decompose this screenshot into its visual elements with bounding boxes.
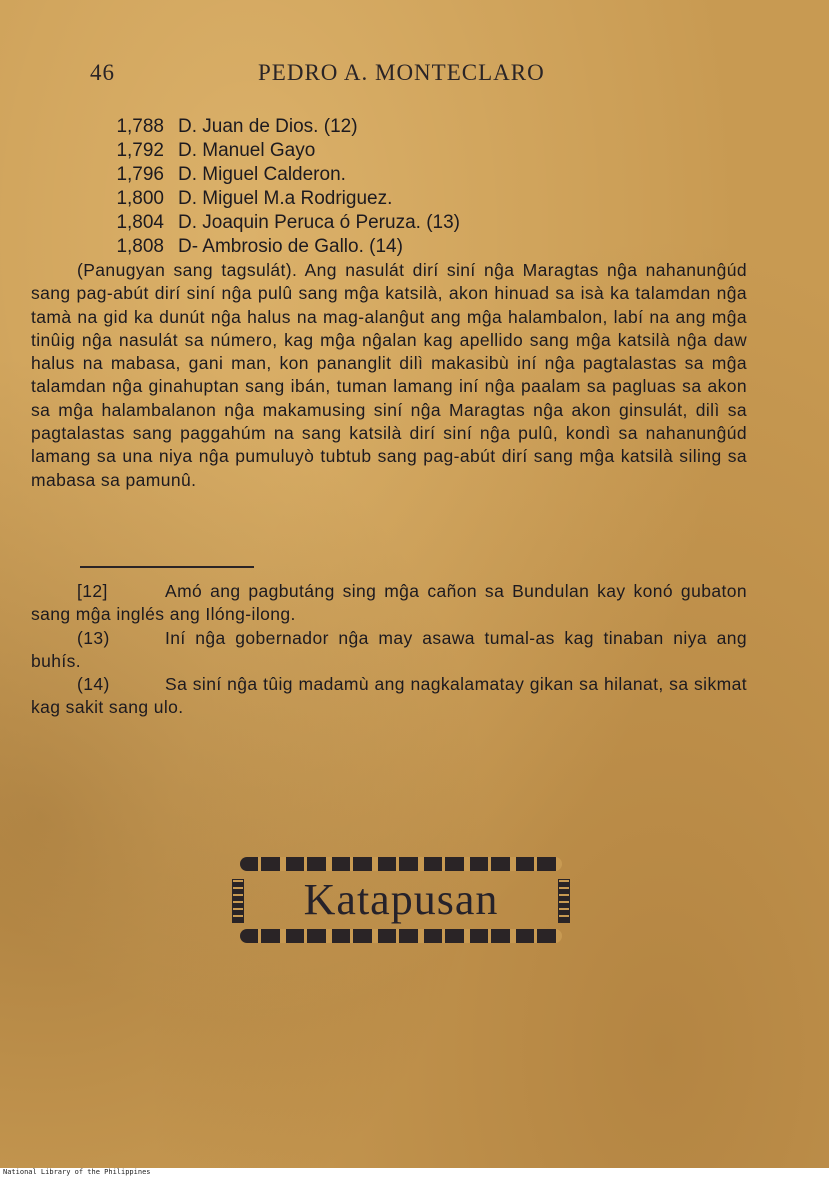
- entry-year: 1,796: [116, 164, 164, 185]
- list-item: [100, 212, 620, 236]
- footnote-12: [31, 580, 747, 627]
- running-head-title: PEDRO A. MONTECLARO: [258, 60, 545, 85]
- footnote-text: Iní nĝa gobernador nĝa may asawa tumal-as kag tinaban niya ang buhís.: [31, 627, 747, 671]
- entry-year: 1,804: [116, 212, 164, 233]
- list-item: [100, 188, 620, 212]
- footnote-13: [31, 627, 747, 674]
- footnotes: [31, 580, 747, 720]
- list-item: [100, 116, 620, 140]
- footnote-mark: [12]: [77, 581, 108, 601]
- governor-list: [100, 116, 620, 260]
- entry-year: 1,808: [116, 236, 164, 257]
- ornament-right-post: [558, 879, 570, 923]
- entry-name: D. Joaquin Peruca ó Peruza. (13): [178, 212, 460, 233]
- footnote-mark: (13): [77, 627, 110, 648]
- list-item: [100, 164, 620, 188]
- entry-year: 1,788: [116, 116, 164, 137]
- entry-name: D. Manuel Gayo: [178, 140, 316, 161]
- running-head: [90, 60, 650, 90]
- footnote-mark: (14): [77, 674, 110, 695]
- footnote-14: [31, 673, 747, 720]
- entry-name: D. Miguel M.a Rodriguez.: [178, 188, 393, 209]
- page-number: 46: [90, 60, 115, 85]
- list-item: [100, 140, 620, 164]
- scan-credit: National Library of the Philippines: [3, 1168, 151, 1176]
- entry-name: D. Juan de Dios. (12): [178, 116, 358, 137]
- end-ornament: [228, 857, 574, 943]
- ornament-bottom-border: [240, 929, 562, 943]
- footnote-text: Sa siní nĝa tûig madamù ang nagkalamatay gikan sa hilanat, sa sikmat kag sakit sang ulo.: [31, 674, 747, 718]
- list-item: [100, 236, 620, 260]
- entry-name: D. Miguel Calderon.: [178, 164, 346, 185]
- ornament-top-border: [240, 857, 562, 871]
- entry-year: 1,800: [116, 188, 164, 209]
- end-title: Katapusan: [303, 875, 499, 924]
- author-note-paragraph: (Panugyan sang tagsulát). Ang nasulát dirí siní nĝa Maragtas nĝa nahanunĝúd sang pag-abút dirí siní nĝa pulû sang mĝa katsilà, akon hinuad sa isà ka talamdan nĝa tamà na gid ka dunút nĝa halus na mag-alanĝut ang mĝa halambalon, labí na ang mĝa tinûig nĝa nasulát sa número, kag mĝa nĝalan kag apellido sang mĝa katsilà nĝa daw halus na mabasa, gani man, kon pananglit dilì makasibù iní nĝa pagtalastas sa mĝa talamdan nĝa ginahuptan sang ibán, tuman lamang iní nĝa paalam sa pagluas sa akon sa mĝa halambalanon nĝa makamusing siní nĝa Maragtas nĝa akon ginsulát, dilì sa pagtalastas sang paggahúm na sang katsilà dirí siní nĝa pulû, kondì sa nahanunĝúd lamang sa una niya nĝa pumuluyò tubtub sang pag-abút dirí sang mĝa katsilà siling sa mabasa sa pamunû.: [31, 260, 747, 490]
- entry-year: 1,792: [116, 140, 164, 161]
- footnote-divider: [80, 566, 254, 568]
- footnote-text: Amó ang pagbutáng sing mĝa cañon sa Bundulan kay konó gubaton sang mĝa inglés ang Ilóng-ilong.: [31, 581, 747, 625]
- entry-name: D- Ambrosio de Gallo. (14): [178, 236, 403, 257]
